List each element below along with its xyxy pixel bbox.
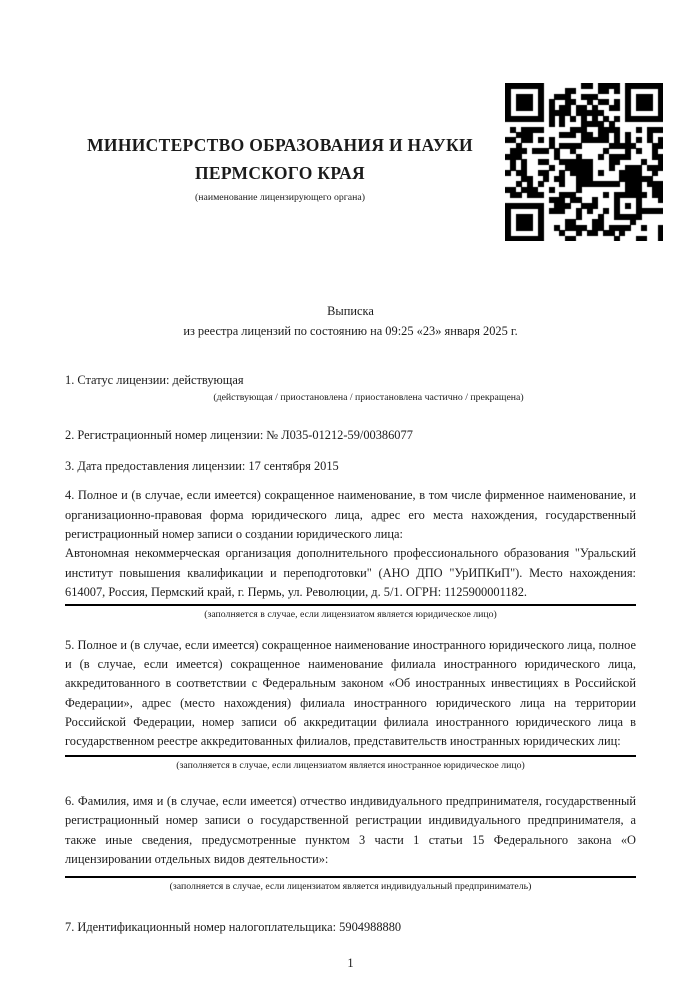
- item-registration-number: 2. Регистрационный номер лицензии: № Л035-01212-59/00386077: [65, 427, 413, 442]
- item-legal-entity-caption: (заполняется в случае, если лицензиатом является юридическое лицо): [204, 609, 497, 621]
- licensing-authority-name: [65, 131, 495, 187]
- licensing-authority-name-line1: МИНИСТЕРСТВО ОБРАЗОВАНИЯ И НАУКИ: [87, 135, 473, 155]
- foreign-entity-fill-line: [65, 755, 636, 757]
- item-license-status: 1. Статус лицензии: действующая: [65, 373, 244, 387]
- item-legal-entity-label: 4. Полное и (в случае, если имеется) сокращенное наименование, в том числе фирменное наименование, и организационно-правовая форма юридического лица, адрес его места нахождения, государственный регистрационный номер записи о создании юридического лица:: [65, 488, 640, 541]
- item-individual-entrepreneur-label: 6. Фамилия, имя и (в случае, если имеется) отчество индивидуального предпринимателя, государственный регистрационный номер записи о государственной регистрации индивидуального предпринимателя, а также иные сведения, предусмотренные пунктом 3 части 1 статьи 15 Федерального закона «О лицензировании отдельных видов деятельности»:: [65, 793, 640, 866]
- qr-code-icon: [505, 83, 663, 241]
- document-title-line2: из реестра лицензий по состоянию на 09:25 «23» января 2025 г.: [183, 324, 518, 338]
- item-grant-date: 3. Дата предоставления лицензии: 17 сентября 2015: [65, 459, 339, 474]
- licensing-authority-caption: (наименование лицензирующего органа): [194, 192, 365, 203]
- item-license-status-caption: (действующая / приостановлена / приостановлена частично / прекращена): [213, 392, 524, 404]
- licensing-authority-name-line2: ПЕРМСКОГО КРАЯ: [195, 163, 365, 183]
- document-title-line1: Выписка: [327, 304, 374, 318]
- item-foreign-entity-caption: (заполняется в случае, если лицензиатом является иностранное юридическое лицо): [176, 760, 525, 772]
- licensing-authority-block: [65, 131, 495, 204]
- legal-entity-fill-line: [65, 604, 636, 606]
- individual-entrepreneur-fill-line: [65, 876, 636, 878]
- page-number: 1: [347, 955, 354, 970]
- item-taxpayer-number: 7. Идентификационный номер налогоплательщика: 5904988880: [65, 919, 402, 934]
- item-legal-entity-value: Автономная некоммерческая организация дополнительного профессионального образования "Уральский институт повышения квалификации и переподготовки" (АНО ДПО "УрИПКиП"). Место нахождения: 614007, Россия, Пермский край, г. Пермь, ул. Революции, д. 5/1. ОГРН: 1125900001182.: [65, 546, 640, 599]
- document-title: [65, 301, 636, 341]
- item-foreign-entity-label: 5. Полное и (в случае, если имеется) сокращенное наименование иностранного юридического лица, полное и (в случае, если имеется) сокращенное наименование филиала иностранного юридического лица, аккредитованного в соответствии с Федеральным законом «Об иностранных инвестициях в Российской Федерации», адрес (место нахождения) филиала иностранного юридического лица на территории Российской Федерации, номер записи об аккредитации филиала иностранного юридического лица в государственном реестре аккредитованных филиалов, представительств иностранных юридических лиц:: [65, 637, 640, 749]
- item-individual-entrepreneur-caption: (заполняется в случае, если лицензиатом является индивидуальный предприниматель): [169, 881, 532, 893]
